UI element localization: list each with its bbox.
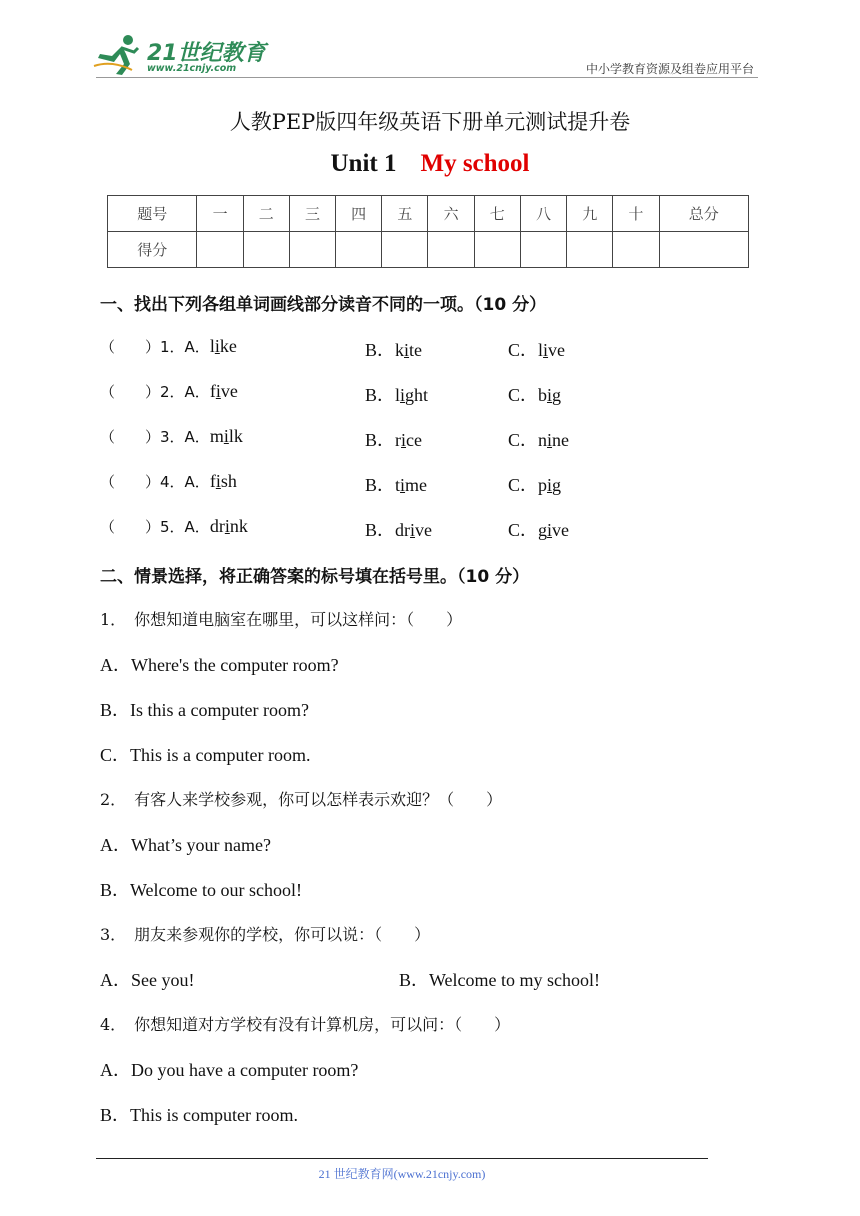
question-2-option-b: B．Welcome to our school! [100, 880, 303, 900]
question-3-option-b: B．Welcome to my school! [399, 970, 601, 990]
site-logo [92, 32, 272, 80]
score-input-cell[interactable] [197, 232, 243, 268]
question-2-option-a: A．What’s your name? [100, 835, 271, 855]
score-input-cell[interactable] [428, 232, 474, 268]
score-input-cell[interactable] [382, 232, 428, 268]
score-cell: 四 [336, 196, 382, 232]
question-3-option-a: A．See you! [100, 970, 195, 990]
question-row [100, 516, 570, 540]
question-number: （ ）1．A． [100, 338, 210, 356]
footer-divider [96, 1158, 708, 1159]
question-3-text: 3． 朋友来参观你的学校，你可以说：（ ） [100, 925, 431, 944]
section1-heading: 一、找出下列各组单词画线部分读音不同的一项。（10 分） [100, 295, 547, 315]
score-cell: 总分 [659, 196, 749, 232]
score-input-cell[interactable] [613, 232, 659, 268]
page-title: 人教PEP版四年级英语下册单元测试提升卷 [229, 110, 631, 134]
question-1-text: 1． 你想知道电脑室在哪里，可以这样问：（ ） [100, 610, 463, 629]
question-1-option-a: A．Where's the computer room? [100, 655, 339, 675]
score-input-cell[interactable] [659, 232, 749, 268]
unit-subtitle [0, 150, 860, 178]
question-4-option-a: A．Do you have a computer room? [100, 1060, 359, 1080]
option-b: B．time [365, 475, 428, 495]
option-a-word: like [209, 336, 237, 356]
score-table [107, 195, 749, 268]
score-input-cell[interactable] [474, 232, 520, 268]
score-cell: 六 [428, 196, 474, 232]
question-number: （ ）5．A． [100, 518, 210, 536]
score-cell: 七 [474, 196, 520, 232]
score-cell: 二 [243, 196, 289, 232]
question-number: （ ）3．A． [100, 428, 210, 446]
score-input-cell[interactable] [289, 232, 335, 268]
question-number: （ ）4．A． [100, 473, 210, 491]
option-c: C．big [508, 385, 562, 405]
score-cell: 题号 [108, 196, 197, 232]
question-row [100, 426, 570, 450]
option-a-word: drink [209, 516, 248, 536]
option-c: C．pig [508, 475, 562, 495]
footer-link[interactable]: 21 世纪教育网(www.21cnjy.com) [318, 1167, 486, 1181]
question-4-text: 4． 你想知道对方学校有没有计算机房，可以问：（ ） [100, 1015, 511, 1034]
option-a-word: five [209, 381, 238, 401]
score-input-cell[interactable] [243, 232, 289, 268]
question-number: （ ）2．A． [100, 383, 210, 401]
option-b: B．kite [365, 340, 423, 360]
option-b: B．light [365, 385, 429, 405]
score-cell: 五 [382, 196, 428, 232]
logo-url: www.21cnjy.com [147, 63, 237, 74]
question-1-option-c: C．This is a computer room. [100, 745, 311, 765]
option-a-word: fish [209, 471, 237, 491]
runner-logo-icon [92, 32, 146, 76]
unit-name: My school [420, 150, 530, 177]
question-row [100, 336, 566, 360]
option-c: C．give [508, 520, 570, 540]
score-input-cell[interactable] [567, 232, 613, 268]
unit-number: Unit 1 [330, 150, 397, 177]
logo-title: 21世纪教育 [147, 41, 266, 66]
score-label-cell: 得分 [108, 232, 197, 268]
score-input-cell[interactable] [520, 232, 566, 268]
option-a-word: milk [209, 426, 243, 446]
score-cell: 一 [197, 196, 243, 232]
option-b: B．drive [365, 520, 433, 540]
question-2-text: 2． 有客人来学校参观，你可以怎样表示欢迎？（ ） [100, 790, 503, 809]
score-table-header-row [108, 196, 749, 232]
question-4-option-b: B．This is computer room. [100, 1105, 298, 1125]
option-c: C．live [508, 340, 566, 360]
score-cell: 八 [520, 196, 566, 232]
option-c: C．nine [508, 430, 570, 450]
question-1-option-b: B．Is this a computer room? [100, 700, 309, 720]
header-platform-text: 中小学教育资源及组卷应用平台 [585, 62, 754, 76]
score-cell: 三 [289, 196, 335, 232]
score-input-cell[interactable] [336, 232, 382, 268]
question-row [100, 381, 562, 405]
score-cell: 十 [613, 196, 659, 232]
question-row [100, 471, 562, 495]
score-cell: 九 [567, 196, 613, 232]
header-divider [96, 77, 758, 78]
score-table-score-row [108, 232, 749, 268]
option-b: B．rice [365, 430, 423, 450]
section2-heading: 二、情景选择，将正确答案的标号填在括号里。（10 分） [100, 567, 530, 587]
